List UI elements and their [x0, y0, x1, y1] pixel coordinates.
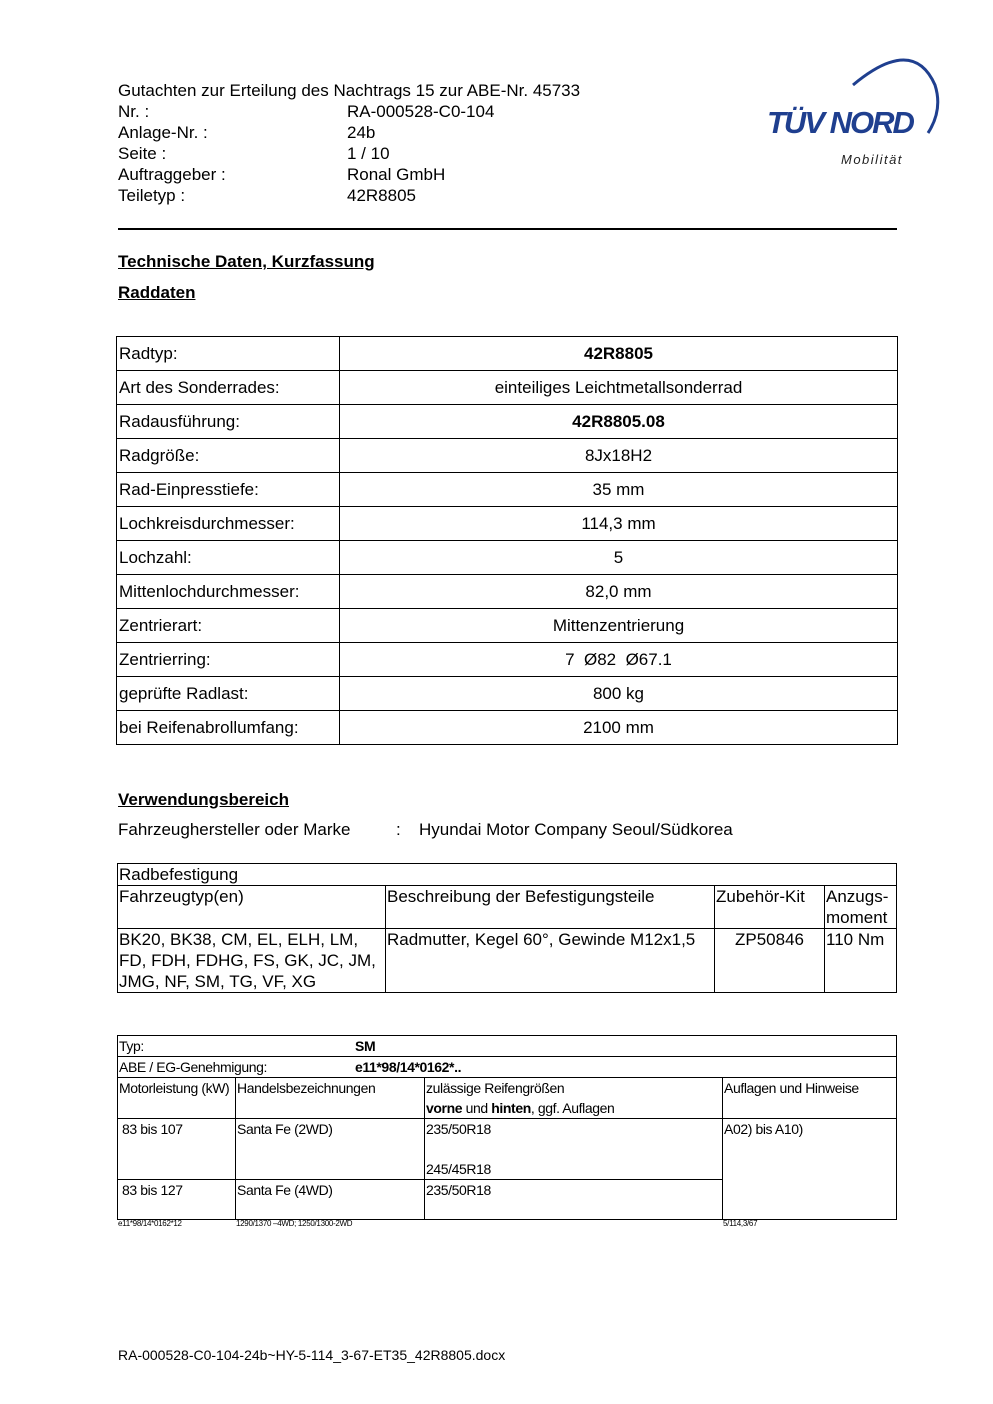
- row-key: Art des Sonderrades:: [117, 371, 340, 405]
- header-divider: [118, 228, 897, 230]
- row-value: 114,3 mm: [340, 507, 898, 541]
- table-row: [117, 507, 898, 541]
- befestigung-title: Radbefestigung: [118, 864, 897, 886]
- header-value: 42R8805: [347, 186, 417, 205]
- row-key: Lochzahl:: [117, 541, 340, 575]
- reifen-size: 245/45R18: [426, 1161, 491, 1177]
- header-row-nr: [118, 101, 580, 122]
- table-row: [118, 864, 897, 886]
- table-row: [118, 1119, 897, 1180]
- motor-cell: 83 bis 127: [118, 1180, 236, 1220]
- row-value: 42R8805.08: [340, 405, 898, 439]
- table-row: [118, 1036, 897, 1057]
- header-cell: Handelsbezeichnungen: [236, 1078, 425, 1119]
- header-cell: Beschreibung der Befestigungsteile: [386, 886, 715, 929]
- abe-row: [118, 1057, 897, 1078]
- row-value: 5: [340, 541, 898, 575]
- row-value: 800 kg: [340, 677, 898, 711]
- reifen-size: 235/50R18: [426, 1121, 491, 1137]
- row-key: geprüfte Radlast:: [117, 677, 340, 711]
- reifen-rest: , ggf. Auflagen: [530, 1100, 615, 1116]
- befestigung-table: [117, 863, 897, 993]
- footnote-axle-loads: 1290/1370 –4WD; 1250/1300-2WD: [236, 1219, 353, 1228]
- table-row: [117, 541, 898, 575]
- typ-label: Typ:: [119, 1038, 144, 1054]
- table-row: [118, 1057, 897, 1078]
- row-value: einteiliges Leichtmetallsonderrad: [340, 371, 898, 405]
- table-row: [117, 405, 898, 439]
- table-row: [118, 929, 897, 993]
- header-cell-reifen: [425, 1078, 723, 1119]
- handel-cell: Santa Fe (4WD): [236, 1180, 425, 1220]
- header-row-auftraggeber: [118, 164, 580, 185]
- header-cell: Auflagen und Hinweise: [723, 1078, 897, 1119]
- header-cell: Fahrzeugtyp(en): [118, 886, 386, 929]
- table-row: [117, 439, 898, 473]
- table-row: [117, 337, 898, 371]
- row-value: 2100 mm: [340, 711, 898, 745]
- table-row: [117, 643, 898, 677]
- typ-value: SM: [355, 1038, 376, 1054]
- table-row: [117, 609, 898, 643]
- header-cell: Anzugs-moment: [825, 886, 897, 929]
- header-row-teiletyp: [118, 185, 580, 206]
- tuv-nord-logo: [763, 55, 943, 175]
- verwendung-title: Verwendungsbereich: [118, 790, 289, 809]
- reifen-cell: 235/50R18: [425, 1180, 723, 1220]
- row-value: 42R8805: [340, 337, 898, 371]
- table-row: [117, 677, 898, 711]
- row-key: Radausführung:: [117, 405, 340, 439]
- header-label: Teiletyp :: [118, 186, 186, 205]
- fastener-desc: Radmutter, Kegel 60°, Gewinde M12x1,5: [386, 929, 715, 993]
- typ-table: [117, 1035, 897, 1220]
- handel-cell: Santa Fe (2WD): [236, 1119, 425, 1180]
- maker-line: [118, 820, 733, 840]
- table-row: [117, 371, 898, 405]
- footnote-bolt-pattern: 5/114,3/67: [723, 1219, 758, 1228]
- header-value: 24b: [347, 123, 376, 142]
- auflagen-cell: A02) bis A10): [723, 1119, 897, 1220]
- row-key: Zentrierart:: [117, 609, 340, 643]
- maker-value: Hyundai Motor Company Seoul/Südkorea: [419, 820, 733, 839]
- row-value: 35 mm: [340, 473, 898, 507]
- logo-subtitle: Mobilität: [841, 152, 903, 167]
- abe-label: ABE / EG-Genehmigung:: [119, 1059, 268, 1075]
- header-label: Auftraggeber :: [118, 165, 226, 184]
- header-title: Gutachten zur Erteilung des Nachtrags 15 zur ABE-Nr. 45733: [118, 81, 581, 100]
- header-value: 1 / 10: [347, 144, 390, 163]
- header-row-seite: [118, 143, 580, 164]
- typ-row: [118, 1036, 897, 1057]
- vehicle-types: BK20, BK38, CM, EL, ELH, LM, FD, FDH, FDHG, FS, GK, JC, JM, JMG, NF, SM, TG, VF, XG: [118, 929, 386, 993]
- header-label: Seite :: [118, 144, 167, 163]
- abe-value: e11*98/14*0162*..: [355, 1059, 462, 1075]
- torque: 110 Nm: [825, 929, 897, 993]
- footnote-approval: e11*98/14*0162*12: [118, 1219, 182, 1228]
- header-label: Nr. :: [118, 102, 150, 121]
- header-label: Anlage-Nr. :: [118, 123, 208, 142]
- row-value: 8Jx18H2: [340, 439, 898, 473]
- document-header: [118, 80, 580, 206]
- section-subtitle: Raddaten: [118, 283, 196, 302]
- section-title: Technische Daten, Kurzfassung: [118, 252, 375, 271]
- logo-name: TÜV NORD: [767, 105, 913, 140]
- row-key: Mittenlochdurchmesser:: [117, 575, 340, 609]
- maker-label: Fahrzeughersteller oder Marke: [118, 820, 351, 839]
- header-value: Ronal GmbH: [347, 165, 446, 184]
- table-header-row: [118, 886, 897, 929]
- motor-cell: 83 bis 107: [118, 1119, 236, 1180]
- accessory-kit: ZP50846: [715, 929, 825, 993]
- row-value: 7 Ø82 Ø67.1: [340, 643, 898, 677]
- reifen-und: und: [462, 1100, 492, 1116]
- reifen-vorne: vorne: [426, 1100, 463, 1116]
- header-value: RA-000528-C0-104: [347, 102, 495, 121]
- row-key: Rad-Einpresstiefe:: [117, 473, 340, 507]
- header-cell: Zubehör-Kit: [715, 886, 825, 929]
- header-row-anlage: [118, 122, 580, 143]
- raddaten-table: [116, 336, 898, 745]
- table-header-row: [118, 1078, 897, 1119]
- maker-colon: :: [396, 820, 401, 839]
- row-key: bei Reifenabrollumfang:: [117, 711, 340, 745]
- row-value: 82,0 mm: [340, 575, 898, 609]
- row-value: Mittenzentrierung: [340, 609, 898, 643]
- table-row: [117, 473, 898, 507]
- row-key: Zentrierring:: [117, 643, 340, 677]
- row-key: Radtyp:: [117, 337, 340, 371]
- reifen-cell: [425, 1119, 723, 1180]
- header-cell: Motorleistung (kW): [118, 1078, 236, 1119]
- table-row: [117, 711, 898, 745]
- table-row: [117, 575, 898, 609]
- reifen-header: zulässige Reifengrößen: [426, 1080, 565, 1096]
- row-key: Radgröße:: [117, 439, 340, 473]
- reifen-hinten: hinten: [491, 1100, 531, 1116]
- document-filename: RA-000528-C0-104-24b~HY-5-114_3-67-ET35_42R8805.docx: [118, 1347, 506, 1363]
- row-key: Lochkreisdurchmesser:: [117, 507, 340, 541]
